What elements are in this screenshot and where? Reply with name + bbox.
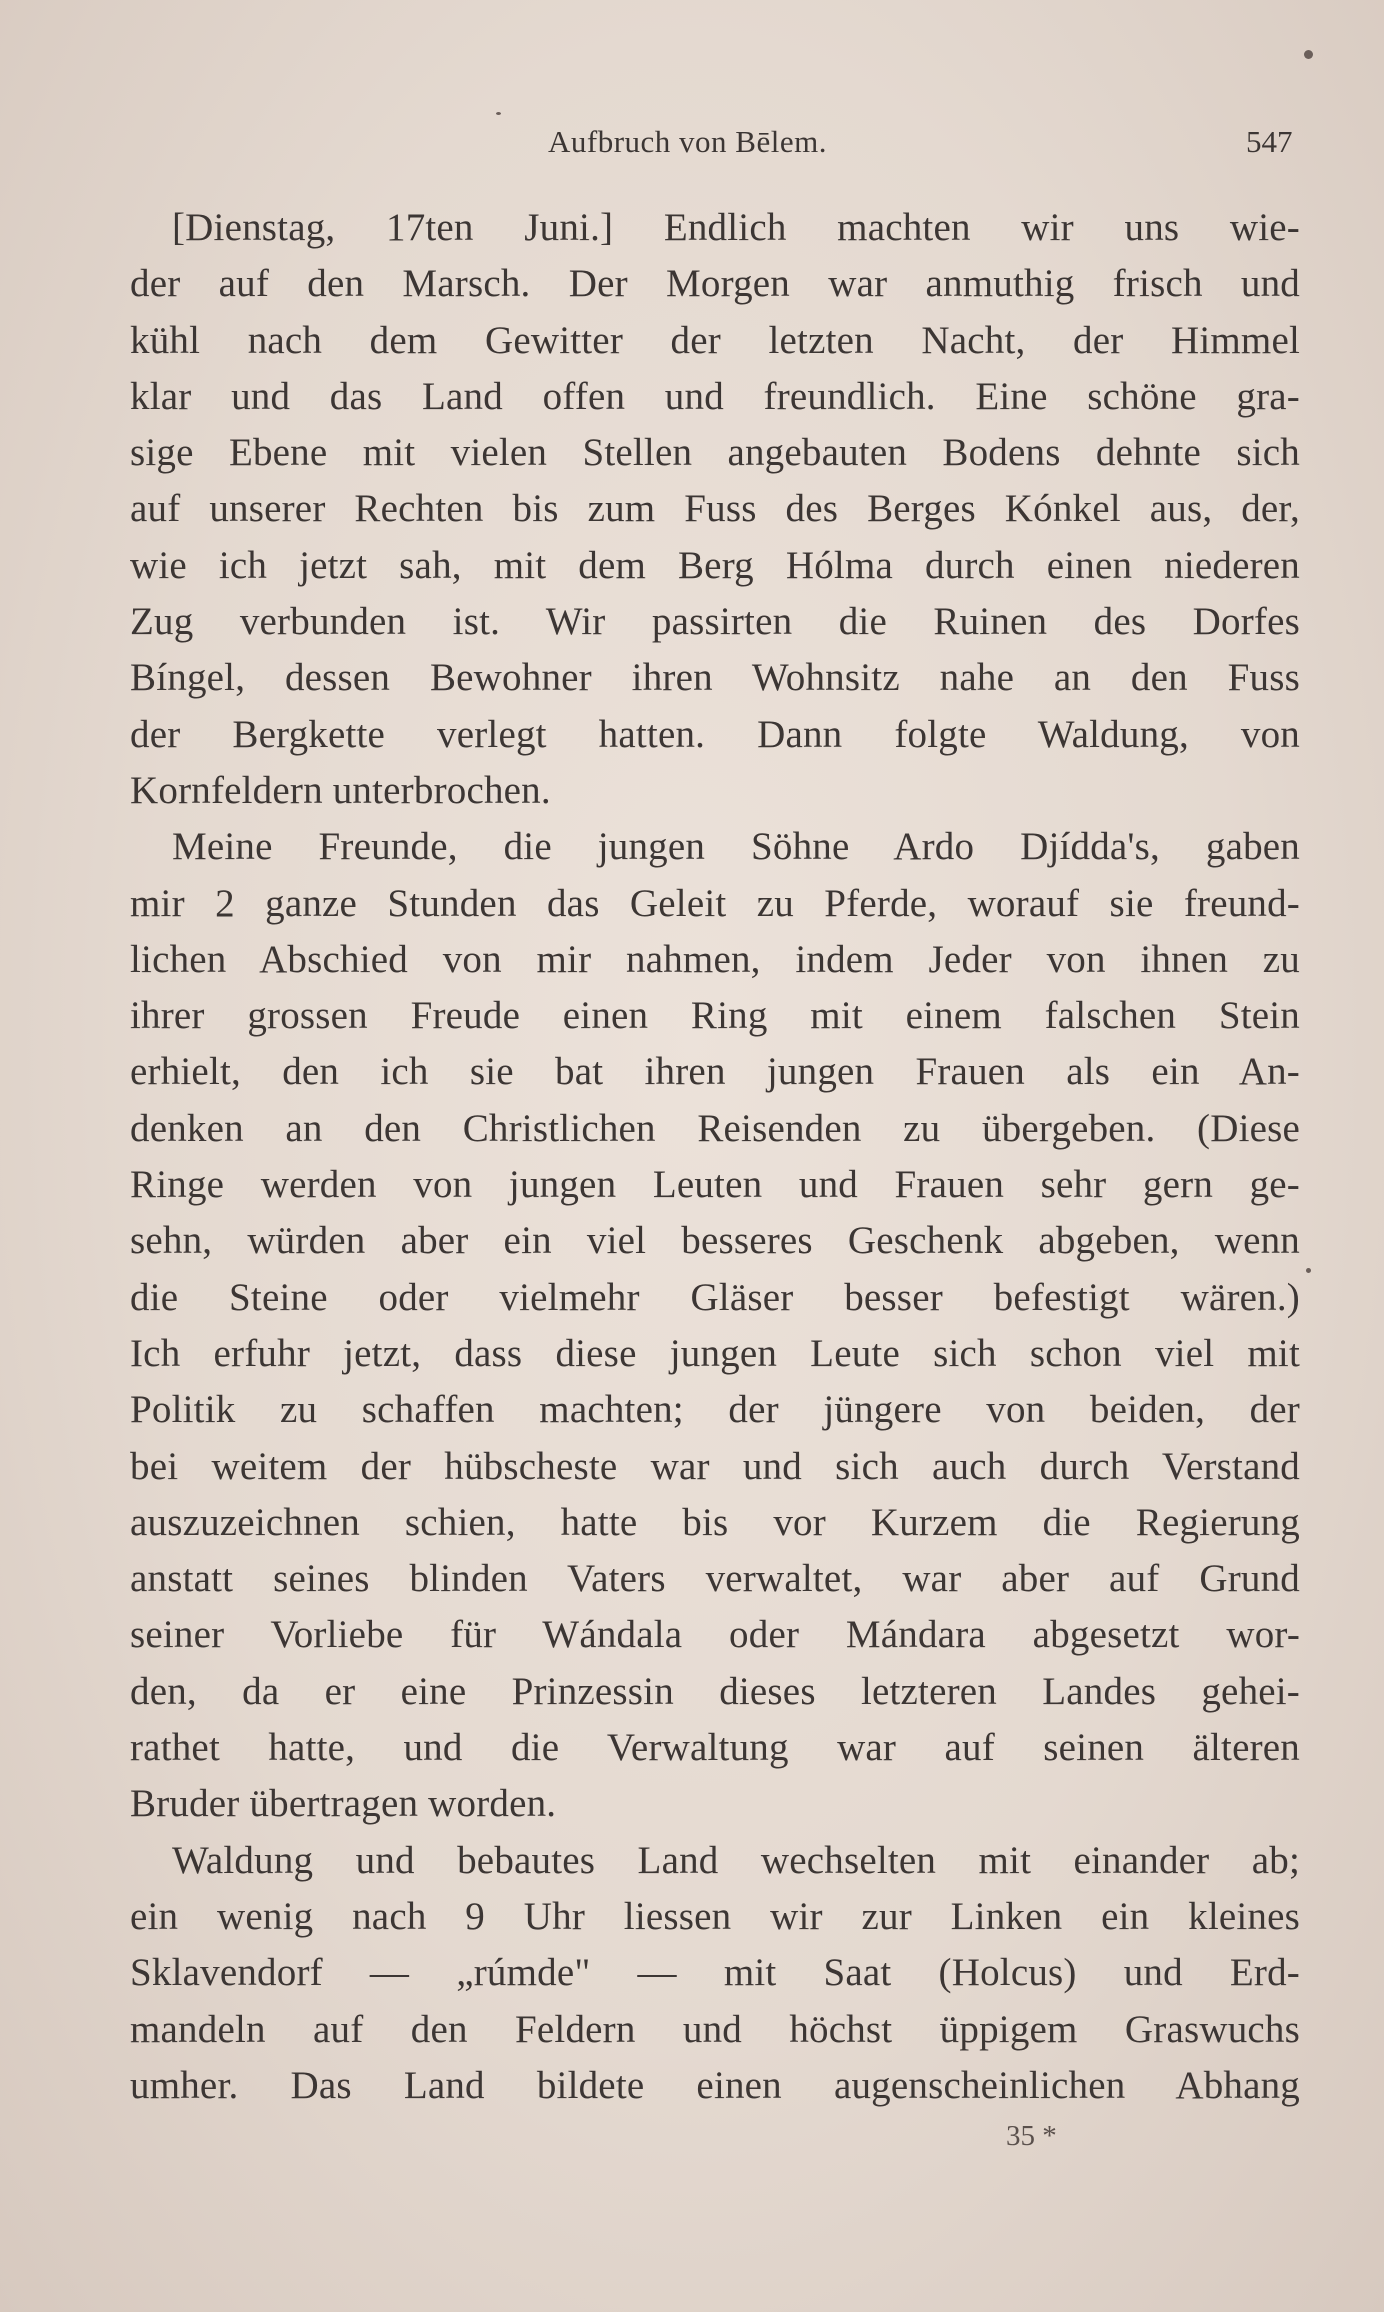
text-line: seiner Vorliebe für Wándala oder Mándara abgesetzt wor- bbox=[130, 1613, 1300, 1657]
text-line: den, da er eine Prinzessin dieses letzteren Landes gehei- bbox=[130, 1669, 1300, 1713]
text-line: bei weitem der hübscheste war und sich auch durch Verstand bbox=[130, 1444, 1300, 1488]
text-line: ihrer grossen Freude einen Ring mit einem falschen Stein bbox=[130, 994, 1300, 1038]
text-line: anstatt seines blinden Vaters verwaltet, war aber auf Grund bbox=[130, 1557, 1300, 1601]
page-header bbox=[0, 120, 1384, 170]
paragraph bbox=[130, 819, 1300, 1832]
text-line: [Dienstag, 17ten Juni.] Endlich machten wir uns wie- bbox=[172, 206, 1300, 249]
text-line: die Steine oder vielmehr Gläser besser befestigt wären.) bbox=[130, 1275, 1300, 1319]
text-line: Zug verbunden ist. Wir passirten die Ruinen des Dorfes bbox=[130, 600, 1300, 644]
text-line: der Bergkette verlegt hatten. Dann folgte Waldung, von bbox=[130, 712, 1300, 756]
text-line: lichen Abschied von mir nahmen, indem Jeder von ihnen zu bbox=[130, 937, 1300, 981]
paper-speck bbox=[1304, 50, 1313, 59]
text-line: kühl nach dem Gewitter der letzten Nacht, der Himmel bbox=[130, 318, 1300, 362]
paragraph bbox=[130, 200, 1300, 819]
text-line: Meine Freunde, die jungen Söhne Ardo Djídda's, gaben bbox=[172, 825, 1300, 869]
text-line: sige Ebene mit vielen Stellen angebauten Bodens dehnte sich bbox=[130, 431, 1300, 475]
text-line: auf unserer Rechten bis zum Fuss des Berges Kónkel aus, der, bbox=[130, 487, 1300, 531]
running-title: Aufbruch von Bēlem. bbox=[548, 124, 827, 159]
text-line: denken an den Christlichen Reisenden zu übergeben. (Diese bbox=[130, 1106, 1300, 1150]
text-line: der auf den Marsch. Der Morgen war anmuthig frisch und bbox=[130, 262, 1300, 306]
body-text bbox=[130, 200, 1300, 2114]
text-line: Waldung und bebautes Land wechselten mit einander ab; bbox=[172, 1838, 1300, 1882]
paper-speck bbox=[496, 112, 501, 115]
text-line: umher. Das Land bildete einen augenscheinlichen Abhang bbox=[130, 2063, 1300, 2107]
text-line: Politik zu schaffen machten; der jüngere von beiden, der bbox=[130, 1388, 1300, 1432]
paper-speck bbox=[1306, 1268, 1311, 1273]
text-line: Ringe werden von jungen Leuten und Frauen sehr gern ge- bbox=[130, 1163, 1300, 1207]
signature-mark: 35 * bbox=[1006, 2120, 1057, 2152]
text-line: klar und das Land offen und freundlich. Eine schöne gra- bbox=[130, 374, 1300, 418]
text-line: erhielt, den ich sie bat ihren jungen Frauen als ein An- bbox=[130, 1050, 1300, 1094]
text-line: Kornfeldern unterbrochen. bbox=[130, 768, 551, 812]
text-line: Sklavendorf — „rúmde" — mit Saat (Holcus) und Erd- bbox=[130, 1951, 1300, 1995]
text-line: Bruder übertragen worden. bbox=[130, 1782, 557, 1826]
text-line: sehn, würden aber ein viel besseres Geschenk abgeben, wenn bbox=[130, 1219, 1300, 1263]
page-number: 547 bbox=[1246, 124, 1293, 159]
text-line: mandeln auf den Feldern und höchst üppigem Graswuchs bbox=[130, 2007, 1300, 2051]
paragraph bbox=[130, 1833, 1300, 2114]
text-line: Ich erfuhr jetzt, dass diese jungen Leute sich schon viel mit bbox=[130, 1331, 1300, 1375]
text-line: Bíngel, dessen Bewohner ihren Wohnsitz nahe an den Fuss bbox=[130, 656, 1300, 700]
text-line: ein wenig nach 9 Uhr liessen wir zur Linken ein kleines bbox=[130, 1894, 1300, 1938]
text-line: rathet hatte, und die Verwaltung war auf seinen älteren bbox=[130, 1726, 1300, 1770]
text-line: auszuzeichnen schien, hatte bis vor Kurzem die Regierung bbox=[130, 1500, 1300, 1544]
text-line: mir 2 ganze Stunden das Geleit zu Pferde, worauf sie freund- bbox=[130, 881, 1300, 925]
text-line: wie ich jetzt sah, mit dem Berg Hólma durch einen niederen bbox=[130, 543, 1300, 587]
